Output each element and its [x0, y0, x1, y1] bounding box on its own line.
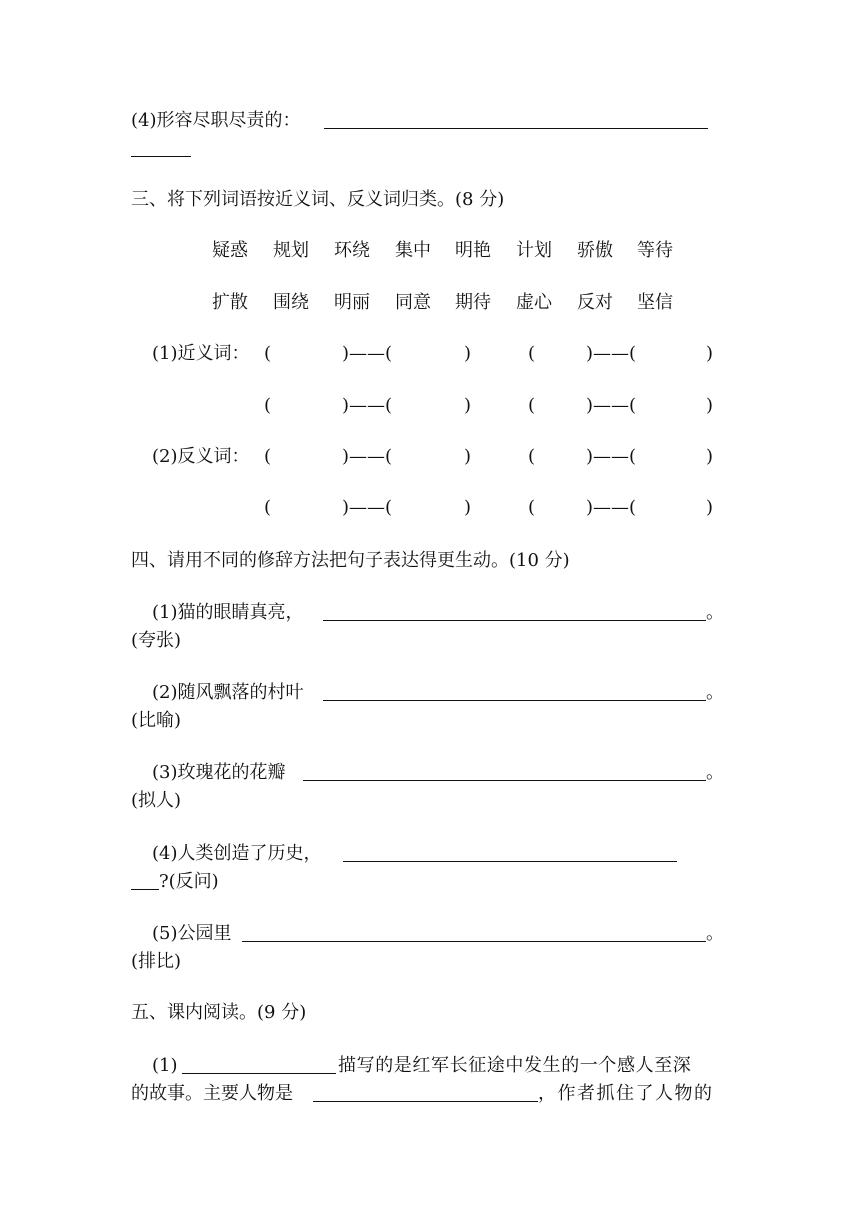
- paren-close: ): [706, 343, 714, 364]
- word: 明艳: [455, 240, 491, 261]
- answer-blank[interactable]: [242, 941, 706, 942]
- period: 。: [706, 682, 724, 703]
- pair-connector: )——(: [342, 497, 393, 518]
- reading-item-1-text-end: ，作者抓住了人物的: [538, 1083, 714, 1104]
- paren-open: (: [264, 446, 272, 467]
- hint-rhetorical-question: ?(反问): [159, 871, 219, 892]
- pair-connector: )——(: [586, 343, 637, 364]
- paren-close: ): [464, 497, 472, 518]
- hint-parallelism: (排比): [131, 951, 182, 972]
- section-4-heading: 四、请用不同的修辞方法把句子表达得更生动。(10 分): [131, 550, 570, 571]
- word: 反对: [577, 292, 613, 313]
- word: 环绕: [334, 240, 370, 261]
- word: 计划: [516, 240, 552, 261]
- period: 。: [706, 923, 724, 944]
- word: 虚心: [516, 292, 552, 313]
- answer-blank[interactable]: [323, 700, 706, 701]
- word: 坚信: [637, 292, 673, 313]
- paren-close: ): [706, 446, 714, 467]
- word: 明丽: [334, 292, 370, 313]
- answer-blank[interactable]: [303, 780, 706, 781]
- answer-blank[interactable]: [182, 1073, 336, 1074]
- paren-open: (: [528, 395, 536, 416]
- item-3-prompt: (3)玫瑰花的花瓣: [152, 762, 286, 783]
- paren-close: ): [706, 395, 714, 416]
- pair-connector: )——(: [342, 343, 393, 364]
- antonym-label: (2)反义词：: [152, 446, 250, 467]
- synonym-label: (1)近义词：: [152, 343, 250, 364]
- answer-blank[interactable]: [324, 128, 708, 129]
- period: 。: [706, 762, 724, 783]
- paren-close: ): [706, 497, 714, 518]
- paren-close: ): [464, 395, 472, 416]
- reading-item-1-text: 描写的是红军长征途中发生的一个感人至深: [338, 1055, 692, 1076]
- answer-blank-continued[interactable]: [131, 889, 159, 890]
- answer-blank[interactable]: [343, 861, 677, 862]
- reading-item-1-text-cont: 的故事。主要人物是: [131, 1083, 293, 1104]
- paren-close: ): [464, 446, 472, 467]
- word: 骄傲: [577, 240, 613, 261]
- paren-open: (: [528, 343, 536, 364]
- paren-open: (: [264, 497, 272, 518]
- answer-blank[interactable]: [313, 1101, 538, 1102]
- paren-close: ): [464, 343, 472, 364]
- section-3-heading: 三、将下列词语按近义词、反义词归类。(8 分): [131, 189, 505, 210]
- answer-blank[interactable]: [323, 620, 706, 621]
- item-2-prompt: (2)随风飘落的村叶: [152, 682, 304, 703]
- word: 扩散: [212, 292, 248, 313]
- pair-connector: )——(: [342, 395, 393, 416]
- item-5-prompt: (5)公园里: [152, 923, 232, 944]
- word: 同意: [395, 292, 431, 313]
- period: 。: [706, 602, 724, 623]
- word: 围绕: [273, 292, 309, 313]
- item-1-prompt: (1)猫的眼睛真亮，: [152, 602, 304, 623]
- section-5-heading: 五、课内阅读。(9 分): [131, 1002, 307, 1023]
- hint-simile: (比喻): [131, 710, 182, 731]
- pair-connector: )——(: [342, 446, 393, 467]
- reading-item-1-number: (1): [152, 1055, 178, 1076]
- pair-connector: )——(: [586, 446, 637, 467]
- hint-hyperbole: (夸张): [131, 630, 182, 651]
- hint-personification: (拟人): [131, 790, 182, 811]
- word: 等待: [637, 240, 673, 261]
- paren-open: (: [528, 497, 536, 518]
- item-4-prompt: (4)形容尽职尽责的：: [131, 110, 301, 131]
- paren-open: (: [264, 395, 272, 416]
- pair-connector: )——(: [586, 395, 637, 416]
- answer-blank-continued[interactable]: [131, 156, 191, 157]
- word: 规划: [273, 240, 309, 261]
- word: 集中: [395, 240, 431, 261]
- word: 疑惑: [212, 240, 248, 261]
- paren-open: (: [528, 446, 536, 467]
- word: 期待: [455, 292, 491, 313]
- item-4-prompt: (4)人类创造了历史，: [152, 843, 322, 864]
- pair-connector: )——(: [586, 497, 637, 518]
- paren-open: (: [264, 343, 272, 364]
